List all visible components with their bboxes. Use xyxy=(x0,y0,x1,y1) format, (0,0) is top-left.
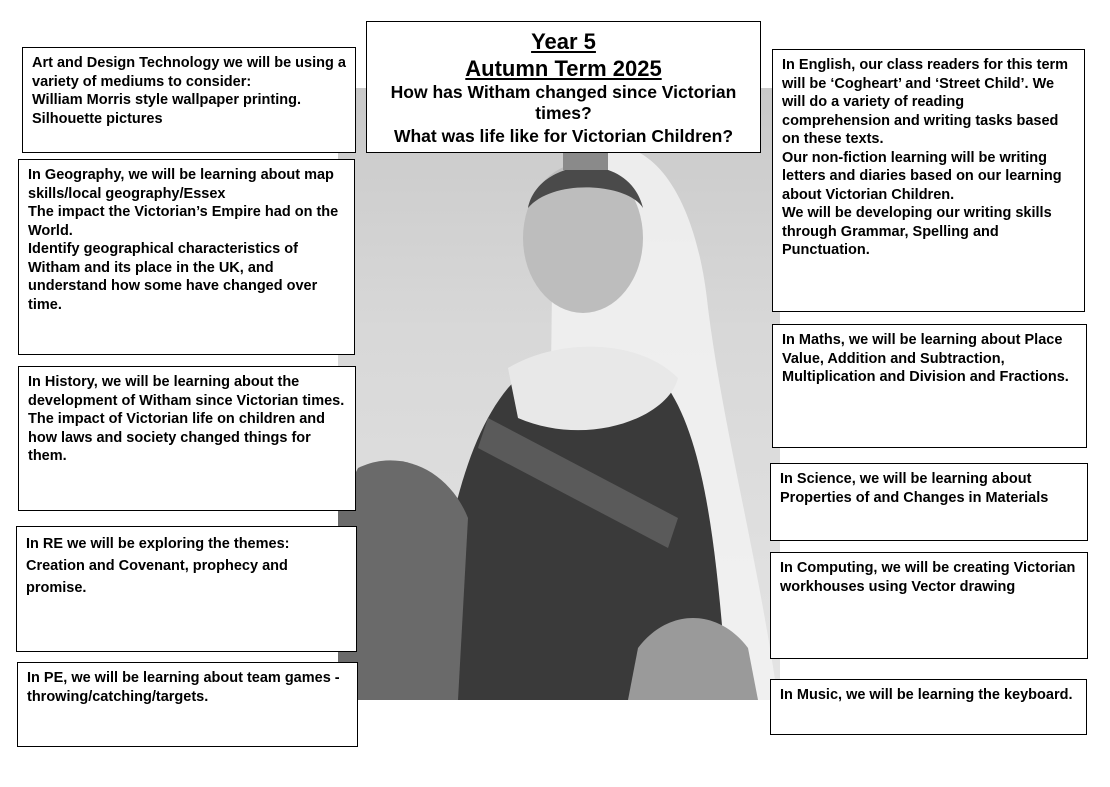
queen-victoria-portrait xyxy=(338,88,780,700)
title-box xyxy=(366,21,761,153)
music-box: In Music, we will be learning the keyboard. xyxy=(770,679,1087,735)
computing-box: In Computing, we will be creating Victorian workhouses using Vector drawing xyxy=(770,552,1088,659)
science-box: In Science, we will be learning about Properties of and Changes in Materials xyxy=(770,463,1088,541)
question-witham: How has Witham changed since Victorian times? xyxy=(390,82,737,123)
geography-box: In Geography, we will be learning about map skills/local geography/Essex The impact the Victorian’s Empire had on the World. Identify geographical characteristics of Witham and its place in the UK, and understand how some have changed over time. xyxy=(18,159,355,355)
english-box: In English, our class readers for this term will be ‘Cogheart’ and ‘Street Child’. We will do a variety of reading comprehension and writing tasks based on these texts. Our non-fiction learning will be writing letters and diaries based on our learning about Victorian Children. We will be developing our writing skills through Grammar, Spelling and Punctuation. xyxy=(772,49,1085,312)
term-heading: Autumn Term 2025 xyxy=(465,56,662,81)
re-box: In RE we will be exploring the themes: Creation and Covenant, prophecy and promise. xyxy=(16,526,357,652)
portrait-illustration xyxy=(338,88,780,700)
pe-box: In PE, we will be learning about team games -throwing/catching/targets. xyxy=(17,662,358,747)
maths-box: In Maths, we will be learning about Place Value, Addition and Subtraction, Multiplication and Division and Fractions. xyxy=(772,324,1087,448)
year-heading: Year 5 xyxy=(531,29,596,54)
history-box: In History, we will be learning about the development of Witham since Victorian times. The impact of Victorian life on children and how laws and society changed things for them. xyxy=(18,366,356,511)
art-dt-box: Art and Design Technology we will be using a variety of mediums to consider: William Morris style wallpaper printing. Silhouette pictures xyxy=(22,47,356,153)
question-victorian-children: What was life like for Victorian Children? xyxy=(393,126,734,146)
